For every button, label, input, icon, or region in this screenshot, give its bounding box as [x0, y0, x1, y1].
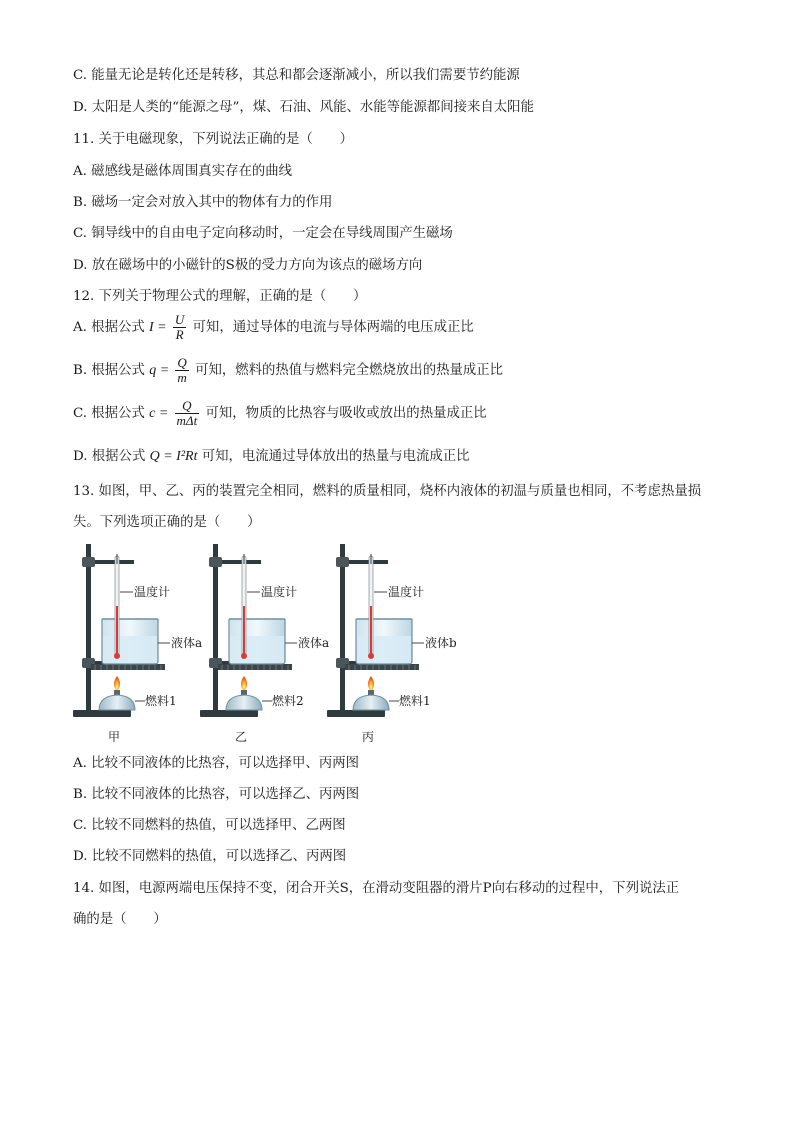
label-fuel-bing: 燃料1 [399, 694, 431, 708]
question-11-option-b: B. 磁场一定会对放入其中的物体有力的作用 [73, 195, 333, 210]
label-fuel-yi: 燃料2 [272, 694, 304, 708]
question-12-option-c [73, 399, 487, 428]
apparatus-jia-drawing [73, 544, 170, 717]
formula-d: Q = I²Rt [149, 449, 198, 464]
option-c-prefix: C. 根据公式 [73, 406, 145, 421]
question-11-option-d: D. 放在磁场中的小磁针的S极的受力方向为该点的磁场方向 [73, 258, 423, 273]
label-thermometer-bing: 温度计 [388, 585, 425, 599]
label-fuel-jia: 燃料1 [145, 694, 177, 708]
question-12-option-a [73, 313, 474, 342]
label-thermometer-jia: 温度计 [134, 585, 171, 599]
question-11-option-c: C. 铜导线中的自由电子定向移动时，一定会在导线周围产生磁场 [73, 226, 453, 241]
formula-a-fraction [173, 313, 186, 342]
question-14-stem-line-2: 确的是（ ） [73, 912, 167, 927]
formula-c-fraction [175, 399, 200, 428]
label-liquid-yi: 液体a [298, 636, 330, 650]
caption-yi: 乙 [235, 730, 248, 744]
apparatus-bing [327, 544, 457, 744]
formula-b-numerator: Q [177, 355, 187, 370]
question-11-option-a: A. 磁感线是磁体周围真实存在的曲线 [73, 164, 293, 179]
formula-a-lhs: I = [149, 320, 167, 335]
option-a-suffix: 可知，通过导体的电流与导体两端的电压成正比 [192, 320, 474, 335]
apparatus-yi [200, 544, 329, 744]
question-13-option-c: C. 比较不同燃料的热值，可以选择甲、乙两图 [73, 818, 346, 833]
option-b-prefix: B. 根据公式 [73, 363, 145, 378]
question-12-option-b [73, 356, 503, 385]
label-liquid-jia: 液体a [171, 636, 203, 650]
option-b-suffix: 可知，燃料的热值与燃料完全燃烧放出的热量成正比 [195, 363, 504, 378]
apparatus-bing-drawing [327, 544, 424, 717]
apparatus-jia [73, 544, 202, 744]
option-d-suffix: 可知，电流通过导体放出的热量与电流成正比 [201, 449, 470, 464]
caption-bing: 丙 [362, 730, 375, 744]
question-13-option-d: D. 比较不同燃料的热值，可以选择乙、丙两图 [73, 849, 347, 864]
formula-a-numerator: U [174, 312, 185, 327]
formula-a-denominator: R [175, 327, 184, 342]
question-14-stem-line-1: 14. 如图，电源两端电压保持不变，闭合开关S，在滑动变阻器的滑片P向右移动的过程中，下列说法正 [73, 881, 680, 896]
caption-jia: 甲 [108, 730, 121, 744]
formula-c-lhs: c = [149, 406, 169, 421]
question-13-stem-line-1: 13. 如图，甲、乙、丙的装置完全相同，燃料的质量相同，烧杯内液体的初温与质量也相同，不考虑热量损 [73, 484, 702, 499]
option-c-suffix: 可知，物质的比热容与吸收或放出的热量成正比 [205, 406, 487, 421]
option-a-prefix: A. 根据公式 [73, 320, 145, 335]
question-11-stem: 11. 关于电磁现象，下列说法正确的是（ ） [73, 132, 353, 147]
question-13-option-b: B. 比较不同液体的比热容，可以选择乙、丙两图 [73, 787, 360, 802]
label-liquid-bing: 液体b [425, 636, 457, 650]
formula-b-denominator: m [177, 370, 187, 385]
label-thermometer-yi: 温度计 [261, 585, 298, 599]
option-11d-prev: D. 太阳是人类的“能源之母”，煤、石油、风能、水能等能源都间接来自太阳能 [73, 100, 534, 115]
formula-c-numerator: Q [175, 399, 200, 414]
formula-b-fraction [175, 356, 188, 385]
formula-b-lhs: q = [149, 363, 170, 378]
question-12-stem: 12. 下列关于物理公式的理解，正确的是（ ） [73, 289, 367, 304]
question-13-option-a: A. 比较不同液体的比热容，可以选择甲、丙两图 [73, 756, 359, 771]
option-11c-prev: C. 能量无论是转化还是转移，其总和都会逐渐减小，所以我们需要节约能源 [73, 68, 520, 83]
heating-apparatus-figure [73, 544, 473, 754]
formula-c-denominator: mΔt [176, 413, 198, 428]
apparatus-yi-drawing [200, 544, 297, 717]
option-d-prefix: D. 根据公式 [73, 449, 146, 464]
question-12-option-d [73, 448, 470, 466]
question-13-stem-line-2: 失。下列选项正确的是（ ） [73, 515, 261, 530]
